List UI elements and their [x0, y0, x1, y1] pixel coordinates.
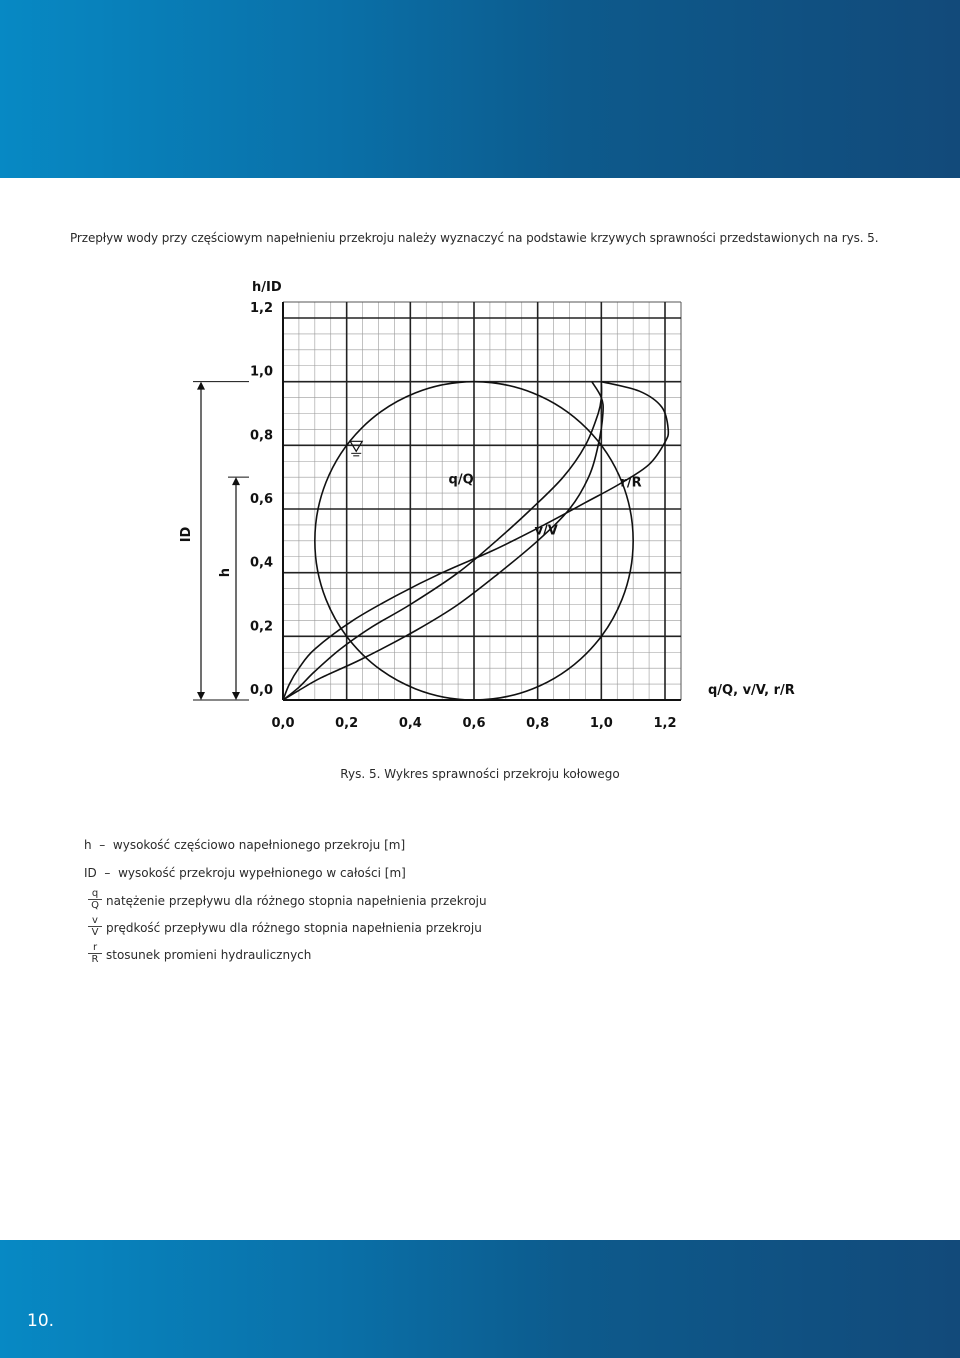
fraction-q-over-Q: $\frac{q}{Q}$	[88, 888, 102, 911]
fraction-r-over-R: $\frac{r}{R}$	[88, 942, 102, 965]
legend-symbol: h	[84, 838, 92, 852]
y-tick-label: 0,6	[250, 492, 274, 507]
y-tick-label: 1,2	[250, 301, 274, 316]
h-dimension-arrow-up	[232, 477, 240, 485]
x-tick-label: 1,2	[653, 716, 677, 731]
intro-paragraph: Przepływ wody przy częściowym napełnieniu przekroju należy wyznaczyć na podstawie krzywych sprawności przedstawionych na rys. 5.	[70, 231, 879, 245]
page-number: 10.	[27, 1311, 55, 1331]
x-tick-label: 0,0	[271, 716, 295, 731]
x-tick-label: 0,4	[398, 716, 422, 731]
id-dimension-arrow-down	[197, 692, 205, 700]
x-tick-label: 0,8	[526, 716, 550, 731]
water-level-icon	[350, 441, 362, 451]
legend-text: stosunek promieni hydraulicznych	[106, 948, 312, 962]
legend-text: wysokość przekroju wypełnionego w całości [m]	[118, 866, 406, 880]
legend-item-h: h – wysokość częściowo napełnionego przekroju [m]	[84, 838, 406, 852]
y-tick-label: 0,0	[250, 683, 274, 698]
y-tick-label: 0,4	[250, 555, 274, 571]
h-dimension-label: h	[218, 568, 233, 578]
y-axis-title: h/ID	[252, 280, 282, 295]
y-tick-label: 0,2	[250, 619, 274, 635]
efficiency-chart-svg	[0, 270, 960, 740]
curve-label-r-r: r/R	[620, 475, 642, 491]
legend-symbol: ID	[84, 866, 97, 880]
efficiency-chart	[0, 270, 960, 740]
x-tick-label: 1,0	[589, 716, 613, 731]
legend-text: wysokość częściowo napełnionego przekroju [m]	[112, 838, 406, 852]
id-dimension-arrow-up	[197, 382, 205, 390]
legend-text: prędkość przepływu dla różnego stopnia napełnienia przekroju	[106, 921, 482, 935]
y-tick-label: 1,0	[250, 364, 274, 380]
legend-item-id: ID – wysokość przekroju wypełnionego w całości [m]	[84, 866, 406, 880]
x-tick-label: 0,6	[462, 716, 486, 731]
y-tick-label: 0,8	[250, 428, 274, 444]
curve-label-v-v: v/V	[534, 523, 558, 539]
id-dimension-label: ID	[179, 526, 194, 543]
legend-text: natężenie przepływu dla różnego stopnia napełnienia przekroju	[106, 894, 487, 908]
curve-label-q-q: q/Q	[448, 472, 474, 488]
x-tick-label: 0,2	[335, 716, 359, 731]
figure-caption: Rys. 5. Wykres sprawności przekroju kołowego	[340, 767, 620, 781]
h-dimension-arrow-down	[232, 692, 240, 700]
fraction-v-over-V: $\frac{v}{V}$	[88, 915, 102, 938]
footer-band	[0, 1240, 960, 1358]
x-axis-title: q/Q, v/V, r/R	[708, 683, 795, 698]
header-band	[0, 0, 960, 178]
